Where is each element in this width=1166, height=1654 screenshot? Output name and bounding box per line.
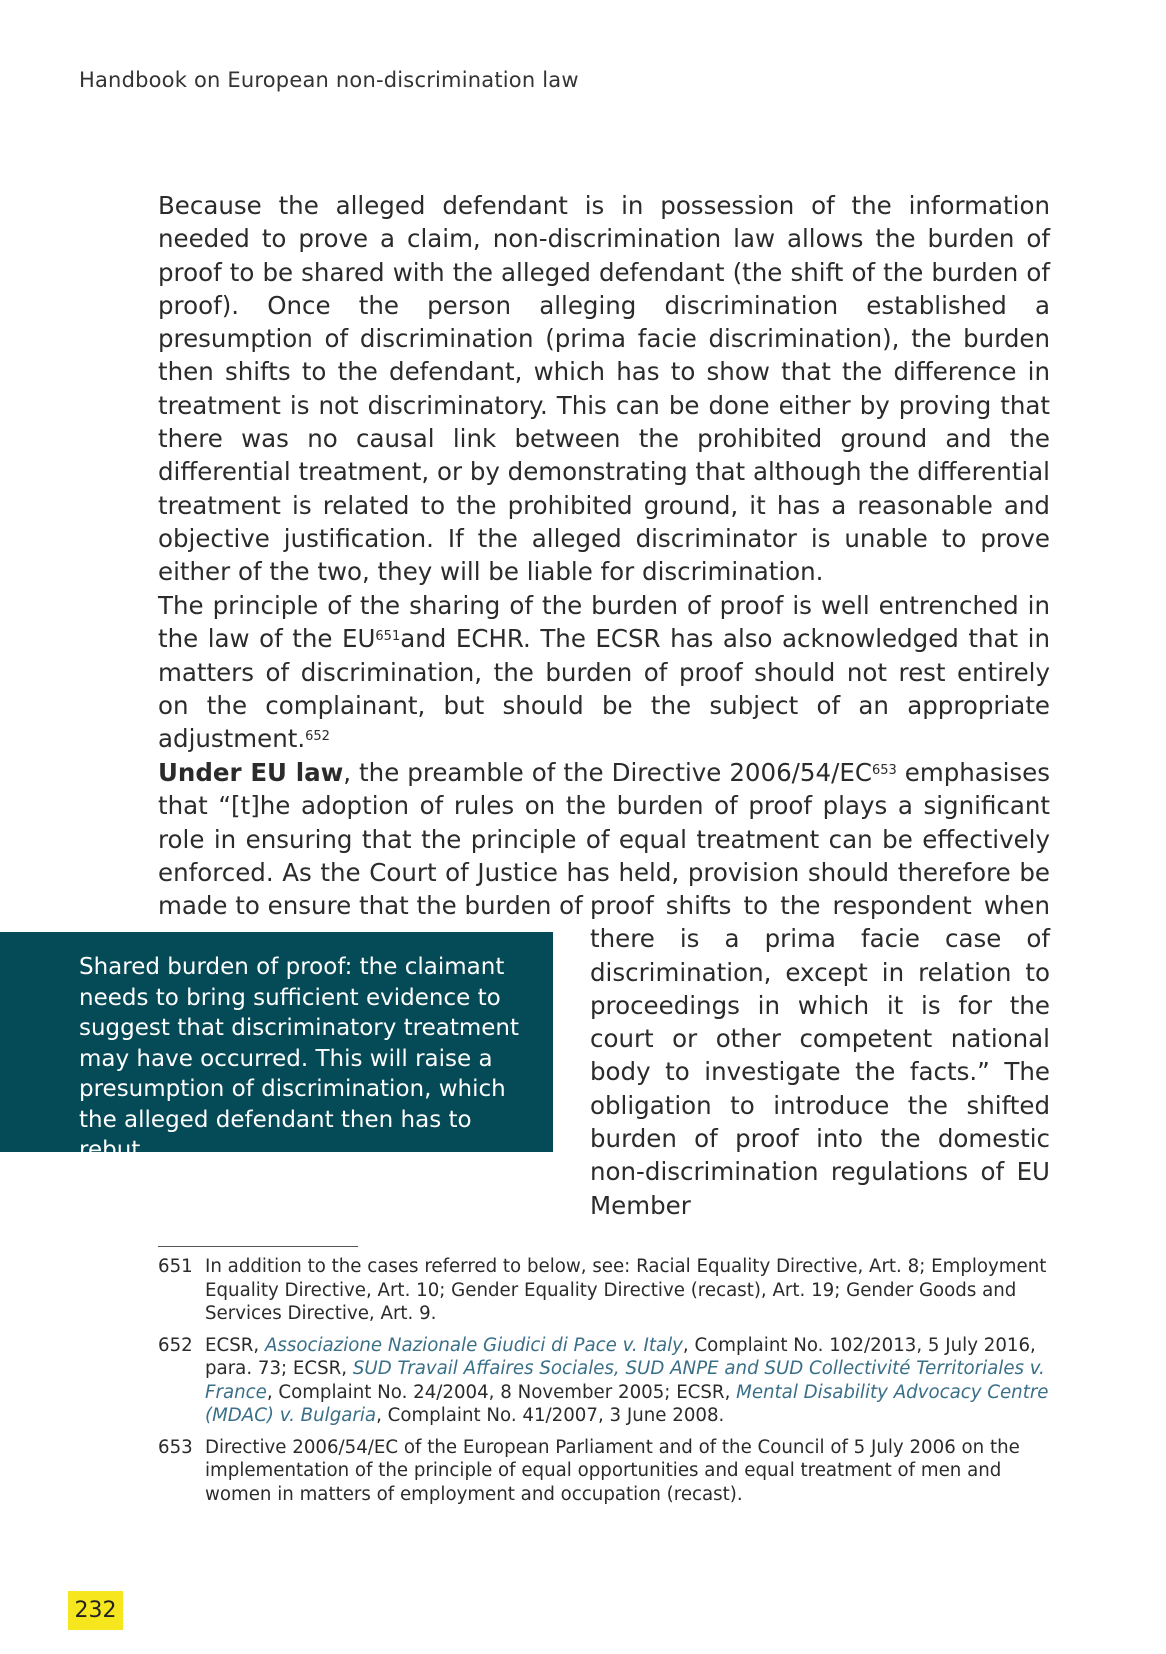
footnote-text-part: , Complaint No. 102/2013, 5 July 2016, para. 73; ECSR, bbox=[205, 1334, 1036, 1379]
key-point-callout bbox=[0, 932, 553, 1163]
footnote-text bbox=[205, 1334, 1058, 1428]
footnotes bbox=[158, 1255, 1058, 1514]
footnote-text-part: , Complaint No. 41/2007, 3 June 2008. bbox=[376, 1405, 725, 1426]
footnote-ref-653[interactable]: 653 bbox=[871, 763, 897, 778]
callout-text: Shared burden of proof: the claimant needs to bring sufficient evidence to suggest that discriminatory treatment may have occurred. This will raise a presumption of discrimination, which the alleged defendant then has to rebut. bbox=[79, 954, 520, 1163]
footnote-652 bbox=[158, 1334, 1058, 1428]
footnote-ref-651[interactable]: 651 bbox=[375, 629, 401, 645]
footnote-text: In addition to the cases referred to below, see: Racial Equality Directive, Art. 8; Employment Equality Directive, Art. 10; Gender Equality Directive (recast), Art. 19; Gender Goods and Services Directive, Art. 9. bbox=[205, 1256, 1047, 1324]
paragraph-text: , the preamble of the Directive 2006/54/EC bbox=[343, 758, 872, 787]
footnote-ref-652[interactable]: 652 bbox=[305, 729, 330, 745]
section-lead: Under EU law bbox=[158, 758, 344, 787]
body-paragraph-1 bbox=[158, 189, 1050, 589]
running-head: Handbook on European non-discrimination law bbox=[79, 68, 579, 92]
paragraph-text: proof shifts to the respondent when there is a prima facie case of discrimination, except in relation to proceedings in which it is for the court or other competent national body to investigate the facts.” The obligation to introduce the shifted burden of proof into the domestic non-discrimination regulations of EU Member bbox=[590, 891, 1050, 1220]
footnote-text-part: , Complaint No. 24/2004, 8 November 2005; ECSR, bbox=[266, 1381, 737, 1403]
page-number: 232 bbox=[68, 1591, 123, 1630]
case-link[interactable]: Mental Disability Advocacy Centre (MDAC) v. Bulgaria bbox=[205, 1381, 1049, 1426]
footnote-651 bbox=[158, 1255, 1058, 1326]
footnote-653 bbox=[158, 1436, 1058, 1507]
body-paragraph-2 bbox=[158, 589, 1050, 755]
footnote-number: 652 bbox=[158, 1334, 193, 1356]
footnote-text-part: ECSR, bbox=[205, 1334, 265, 1356]
footnote-divider bbox=[158, 1246, 358, 1247]
footnote-text: Directive 2006/54/EC of the European Parliament and of the Council of 5 July 2006 on the implementation of the principle of equal opportunities and equal treatment of men and women in matters of employment and occupation (recast). bbox=[205, 1436, 1020, 1505]
case-link[interactable]: Associazione Nazionale Giudici di Pace v. Italy bbox=[264, 1334, 683, 1356]
paragraph-text: Because the alleged defendant is in possession of the information needed to prove a claim, non-discrimination law allows the burden of proof to be shared with the alleged defendant (the shift of the burden of proof). Once the person alleging discrimination established a presumption of discrimination (prima facie discrimination), the burden then shifts to the defendant, which has to show that the difference in treatment is not discriminatory. This can be done either by proving that there was no causal link between the prohibited ground and the differential treatment, or by demonstrating that although the differential treatment is related to the prohibited ground, it has a reasonable and objective justification. If the alleged discriminator is unable to prove either of the two, they will be liable for discrimination. bbox=[158, 191, 1050, 587]
case-link[interactable]: SUD Travail Affaires Sociales, SUD ANPE and SUD Collectivité Territoriales v. France bbox=[205, 1358, 1045, 1403]
paragraph-text: emphasises that “[t]he adoption of rules on the burden of proof plays a significant role in ensuring that the principle of equal treatment can be effectively enforced. As the Court of Justice has held, provision should therefore be made to ensure that the burden of bbox=[158, 758, 1050, 921]
footnote-number: 651 bbox=[158, 1256, 193, 1277]
paragraph-text: and ECHR. The ECSR has also acknowledged that in matters of discrimination, the burden of proof should not rest entirely on the complainant, but should be the subject of an appropriate adjustment. bbox=[158, 624, 1050, 754]
paragraph-text: The principle of the sharing of the burden of proof is well entrenched in the law of the EU bbox=[158, 591, 1050, 654]
body-paragraph-3-wrap bbox=[590, 889, 1050, 1222]
footnote-number: 653 bbox=[158, 1436, 193, 1458]
